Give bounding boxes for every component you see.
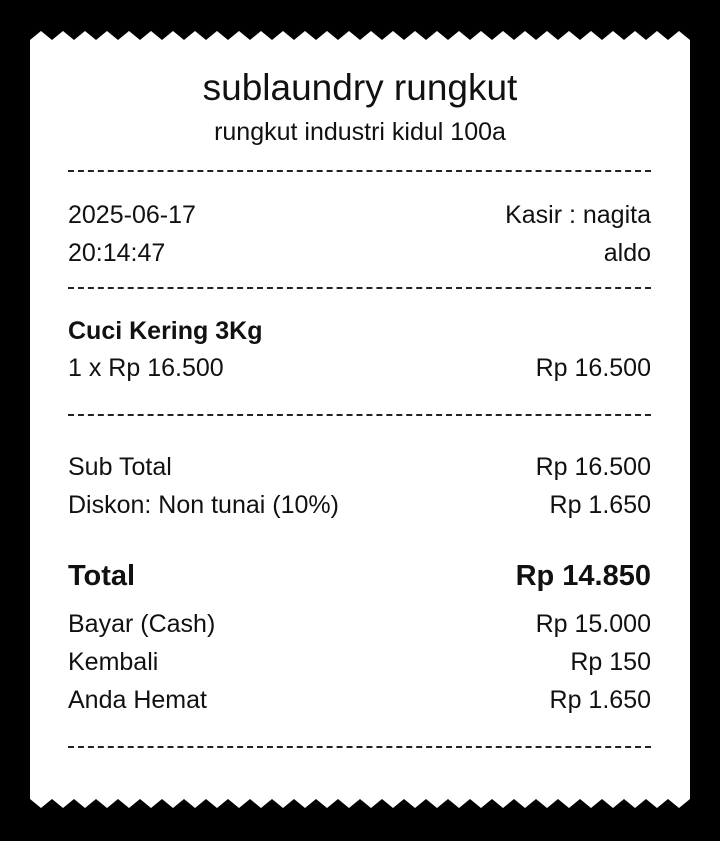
total-label: Total [68,560,136,592]
subtotal-row [68,452,651,482]
subtotal-label: Sub Total [68,453,172,481]
discount-label: Diskon: Non tunai (10%) [68,491,339,519]
transaction-date: 2025-06-17 [68,201,196,229]
divider [68,287,651,289]
divider [68,414,651,416]
receipt [30,31,690,808]
cashier-name: Kasir : nagita [505,201,651,229]
paid-row [68,609,651,639]
saved-label: Anda Hemat [68,686,207,714]
total-row [68,559,651,593]
discount-value: Rp 1.650 [549,491,651,519]
time-customer-row [68,238,651,268]
change-value: Rp 150 [570,648,651,676]
item-name: Cuci Kering 3Kg [68,317,263,345]
paid-value: Rp 15.000 [535,610,651,638]
divider [68,746,651,748]
store-address: rungkut industri kidul 100a [214,118,506,146]
receipt-content [30,31,690,808]
saved-row [68,685,651,715]
item-qty-price: 1 x Rp 16.500 [68,354,224,382]
transaction-time: 20:14:47 [68,239,166,267]
paid-label: Bayar (Cash) [68,610,216,638]
item-row [68,353,651,383]
store-name: sublaundry rungkut [202,67,518,108]
item-amount: Rp 16.500 [535,354,651,382]
customer-name: aldo [603,239,651,267]
total-value: Rp 14.850 [515,560,651,592]
divider [68,170,651,172]
date-cashier-row [68,200,651,230]
saved-value: Rp 1.650 [549,686,651,714]
change-row [68,647,651,677]
subtotal-value: Rp 16.500 [535,453,651,481]
change-label: Kembali [68,648,159,676]
discount-row [68,490,651,520]
